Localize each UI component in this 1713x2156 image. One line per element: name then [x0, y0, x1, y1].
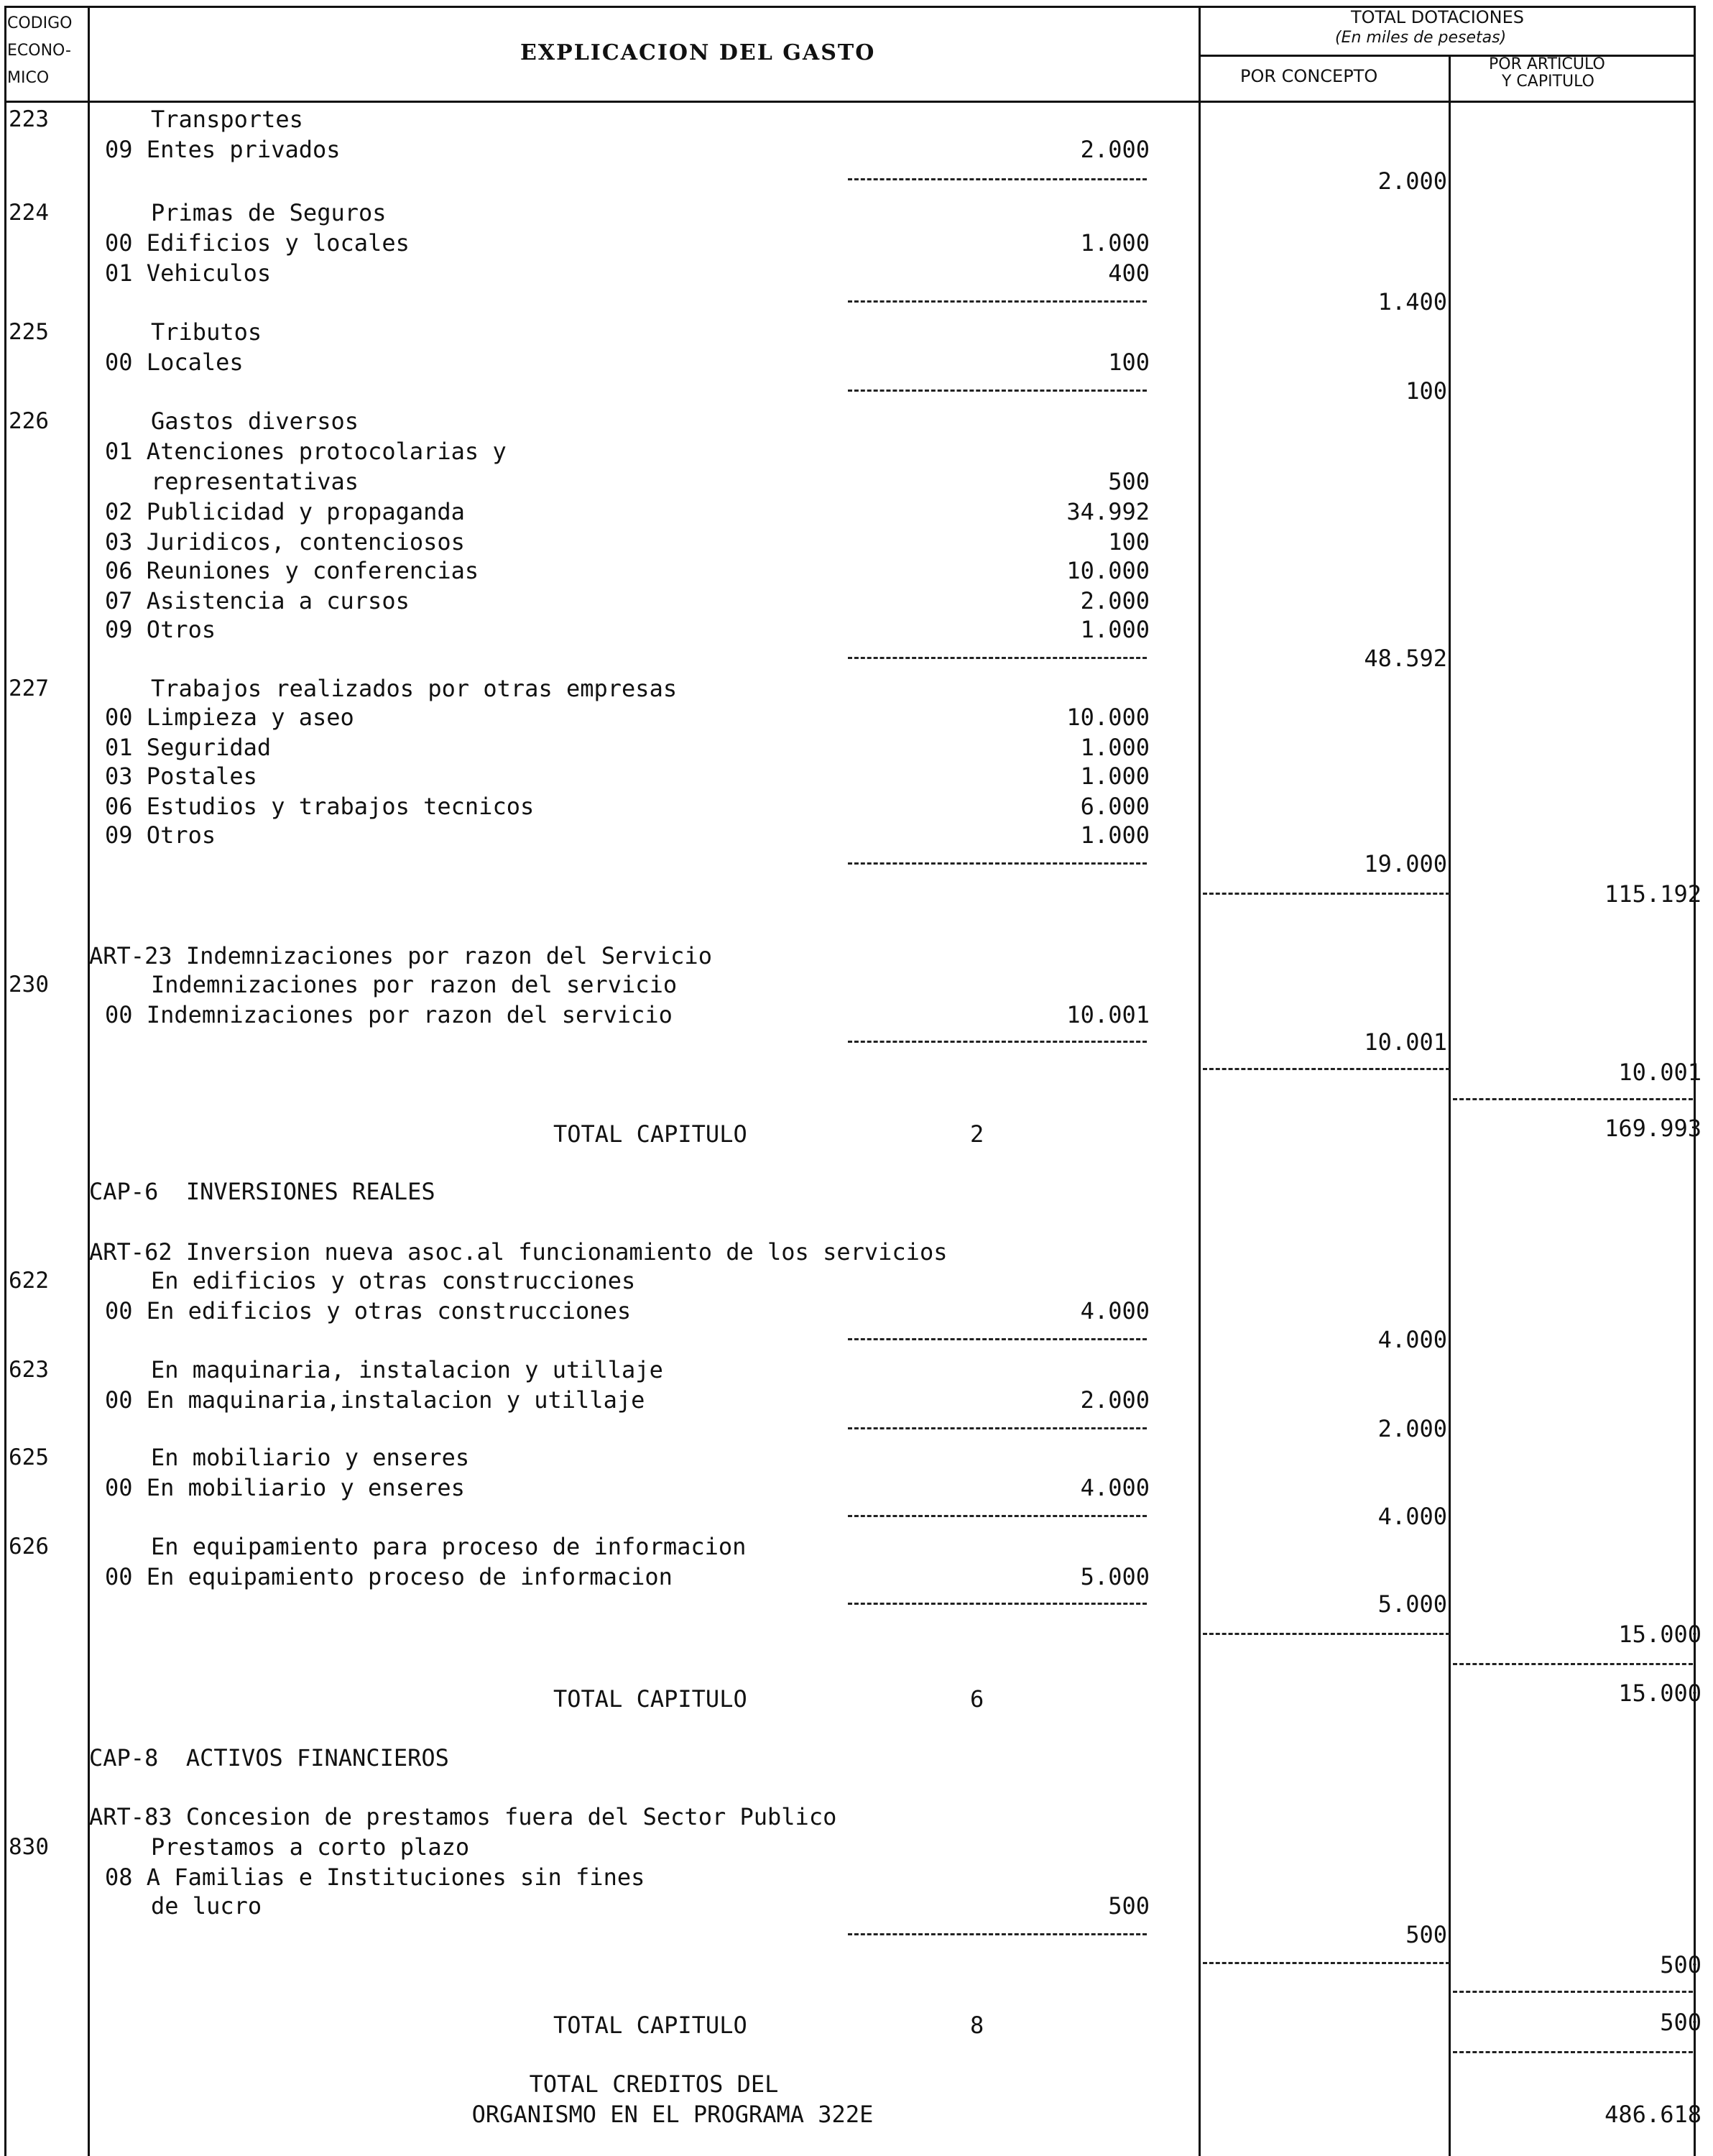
- code-830: 830: [9, 1834, 49, 1860]
- line-item: 00 En equipamiento proceso de informacion: [105, 1563, 673, 1590]
- line-item-amount: 1.000: [1080, 821, 1150, 849]
- articulo-column-rule: [1453, 1098, 1693, 1100]
- article-heading: ART-62 Inversion nueva asoc.al funcionamiento de los servicios: [89, 1238, 948, 1266]
- line-item: 01 Seguridad: [105, 734, 272, 761]
- total-capitulo-label: TOTAL CAPITULO: [553, 1120, 747, 1148]
- articulo-column-rule: [1453, 1663, 1693, 1665]
- code-223: 223: [9, 106, 49, 132]
- capitulo-total: 500: [1660, 2009, 1702, 2036]
- header-bottom-border: [4, 101, 1696, 103]
- line-item: 06 Reuniones y conferencias: [105, 557, 479, 584]
- line-item-amount: 4.000: [1080, 1297, 1150, 1325]
- line-item-amount: 2.000: [1080, 587, 1150, 614]
- total-capitulo-label: TOTAL CAPITULO: [553, 2012, 747, 2039]
- concept-title: Primas de Seguros: [151, 199, 387, 226]
- line-item: 02 Publicidad y propaganda: [105, 498, 465, 525]
- subtotal-rule: [848, 1603, 1147, 1605]
- code-225: 225: [9, 319, 49, 345]
- code-header-line-1: CODIGO: [7, 14, 73, 32]
- line-item: 00 Indemnizaciones por razon del servicio: [105, 1001, 673, 1028]
- line-item-amount: 400: [1108, 259, 1150, 287]
- subtotal-rule: [848, 1515, 1147, 1517]
- concept-total: 4.000: [1377, 1326, 1447, 1353]
- por-articulo-header: POR ARTICULO: [1489, 55, 1605, 73]
- line-item-amount: 1.000: [1080, 616, 1150, 643]
- subtotal-rule: [848, 1933, 1147, 1935]
- line-item-amount: 500: [1108, 468, 1150, 495]
- line-item-amount: 6.000: [1080, 793, 1150, 820]
- concept-total: 5.000: [1377, 1590, 1447, 1618]
- explicacion-header: EXPLICACION DEL GASTO: [520, 40, 876, 65]
- articulo-column-rule: [1453, 1991, 1693, 1993]
- code-625: 625: [9, 1445, 49, 1470]
- concept-title: Indemnizaciones por razon del servicio: [151, 971, 678, 998]
- concept-title: En edificios y otras construcciones: [151, 1267, 636, 1294]
- line-item: 00 En edificios y otras construcciones: [105, 1297, 632, 1325]
- capitulo-total: 169.993: [1605, 1115, 1702, 1142]
- line-item-continuation: representativas: [151, 468, 359, 495]
- code-header-line-2: ECONO-: [7, 42, 71, 60]
- article-heading: ART-23 Indemnizaciones por razon del Servicio: [89, 942, 712, 969]
- article-heading: ART-83 Concesion de prestamos fuera del Sector Publico: [89, 1803, 837, 1830]
- line-item: 01 Atenciones protocolarias y: [105, 438, 507, 465]
- line-item: 06 Estudios y trabajos tecnicos: [105, 793, 535, 820]
- line-item: 09 Otros: [105, 821, 216, 849]
- concept-total: 100: [1405, 377, 1447, 405]
- line-item: 08 A Familias e Instituciones sin fines: [105, 1864, 645, 1891]
- line-item-amount: 1.000: [1080, 734, 1150, 761]
- article-total: 115.192: [1605, 880, 1702, 908]
- line-item-amount: 5.000: [1080, 1563, 1150, 1590]
- subtotal-rule: [848, 862, 1147, 865]
- line-item: 07 Asistencia a cursos: [105, 587, 410, 614]
- por-concepto-header: POR CONCEPTO: [1240, 66, 1378, 86]
- capitulo-heading: CAP-6 INVERSIONES REALES: [89, 1178, 435, 1205]
- concept-total: 2.000: [1377, 1415, 1447, 1442]
- concept-title: Gastos diversos: [151, 407, 359, 435]
- concept-total: 19.000: [1364, 850, 1447, 877]
- line-item-amount: 10.000: [1066, 704, 1150, 731]
- left-border: [4, 6, 6, 2156]
- line-item-amount: 34.992: [1066, 498, 1150, 525]
- concept-title: En mobiliario y enseres: [151, 1444, 470, 1471]
- y-capitulo-header: Y CAPITULO: [1502, 73, 1594, 91]
- concept-total: 500: [1405, 1921, 1447, 1948]
- concept-title: En maquinaria, instalacion y utillaje: [151, 1356, 663, 1383]
- concept-title: En equipamiento para proceso de informacion: [151, 1533, 747, 1560]
- line-item-amount: 2.000: [1080, 1386, 1150, 1414]
- capitulo-total: 15.000: [1618, 1680, 1702, 1707]
- concepto-column-rule: [1203, 893, 1450, 895]
- line-item-amount: 1.000: [1080, 229, 1150, 257]
- subtotal-rule: [848, 178, 1147, 180]
- en-miles-header: (En miles de pesetas): [1335, 29, 1507, 47]
- line-item: 09 Entes privados: [105, 136, 341, 163]
- line-item-amount: 2.000: [1080, 136, 1150, 163]
- total-creditos-line-2: ORGANISMO EN EL PROGRAMA 322E: [471, 2101, 874, 2128]
- line-item-amount: 100: [1108, 528, 1150, 556]
- explicacion-column-divider: [1199, 6, 1201, 2156]
- subtotal-rule: [848, 657, 1147, 659]
- concepto-column-rule: [1203, 1962, 1450, 1964]
- total-capitulo-label: TOTAL CAPITULO: [553, 1685, 747, 1713]
- articulo-column-rule: [1453, 2051, 1693, 2053]
- line-item: 00 Edificios y locales: [105, 229, 410, 257]
- code-224: 224: [9, 200, 49, 226]
- line-item: 00 En mobiliario y enseres: [105, 1474, 465, 1501]
- code-226: 226: [9, 408, 49, 434]
- concept-title: Trabajos realizados por otras empresas: [151, 675, 678, 702]
- line-item-amount: 10.001: [1066, 1001, 1150, 1028]
- concept-title: Prestamos a corto plazo: [151, 1833, 470, 1861]
- line-item: 00 En maquinaria,instalacion y utillaje: [105, 1386, 645, 1414]
- code-623: 623: [9, 1357, 49, 1383]
- concept-total: 10.001: [1364, 1028, 1447, 1056]
- line-item: 03 Postales: [105, 763, 257, 790]
- concept-title: Transportes: [151, 106, 303, 133]
- concept-title: Tributos: [151, 318, 262, 346]
- code-227: 227: [9, 676, 49, 701]
- capitulo-number: 8: [970, 2012, 984, 2039]
- line-item: 09 Otros: [105, 616, 216, 643]
- concepto-column-rule: [1203, 1633, 1450, 1635]
- code-230: 230: [9, 972, 49, 998]
- line-item: 01 Vehiculos: [105, 259, 272, 287]
- line-item-amount: 1.000: [1080, 763, 1150, 790]
- concepto-column-divider: [1449, 55, 1451, 2156]
- code-column-divider: [88, 6, 90, 2156]
- line-item: 00 Locales: [105, 349, 244, 376]
- subtotal-rule: [848, 300, 1147, 303]
- article-total: 500: [1660, 1951, 1702, 1978]
- line-item-continuation: de lucro: [151, 1892, 262, 1920]
- concepto-column-rule: [1203, 1068, 1450, 1070]
- code-626: 626: [9, 1534, 49, 1560]
- code-header-line-3: MICO: [7, 69, 50, 87]
- concept-total: 2.000: [1377, 167, 1447, 195]
- line-item: 00 Limpieza y aseo: [105, 704, 354, 731]
- subtotal-rule: [848, 1041, 1147, 1043]
- concept-total: 4.000: [1377, 1503, 1447, 1530]
- grand-total: 486.618: [1605, 2101, 1702, 2128]
- capitulo-number: 6: [970, 1685, 984, 1713]
- subtotal-rule: [848, 390, 1147, 392]
- total-dotaciones-header: TOTAL DOTACIONES: [1351, 7, 1525, 27]
- header-mid-rule: [1199, 55, 1696, 57]
- capitulo-heading: CAP-8 ACTIVOS FINANCIEROS: [89, 1744, 449, 1772]
- line-item: 03 Juridicos, contenciosos: [105, 528, 465, 556]
- line-item-amount: 10.000: [1066, 557, 1150, 584]
- line-item-amount: 100: [1108, 349, 1150, 376]
- code-column-header: [7, 10, 72, 92]
- article-total: 15.000: [1618, 1621, 1702, 1648]
- article-total: 10.001: [1618, 1059, 1702, 1086]
- concept-total: 1.400: [1377, 288, 1447, 315]
- subtotal-rule: [848, 1338, 1147, 1340]
- total-creditos-line-1: TOTAL CREDITOS DEL: [529, 2070, 779, 2098]
- line-item-amount: 4.000: [1080, 1474, 1150, 1501]
- line-item-amount: 500: [1108, 1892, 1150, 1920]
- subtotal-rule: [848, 1427, 1147, 1429]
- code-622: 622: [9, 1268, 49, 1294]
- concept-total: 48.592: [1364, 645, 1447, 672]
- capitulo-number: 2: [970, 1120, 984, 1148]
